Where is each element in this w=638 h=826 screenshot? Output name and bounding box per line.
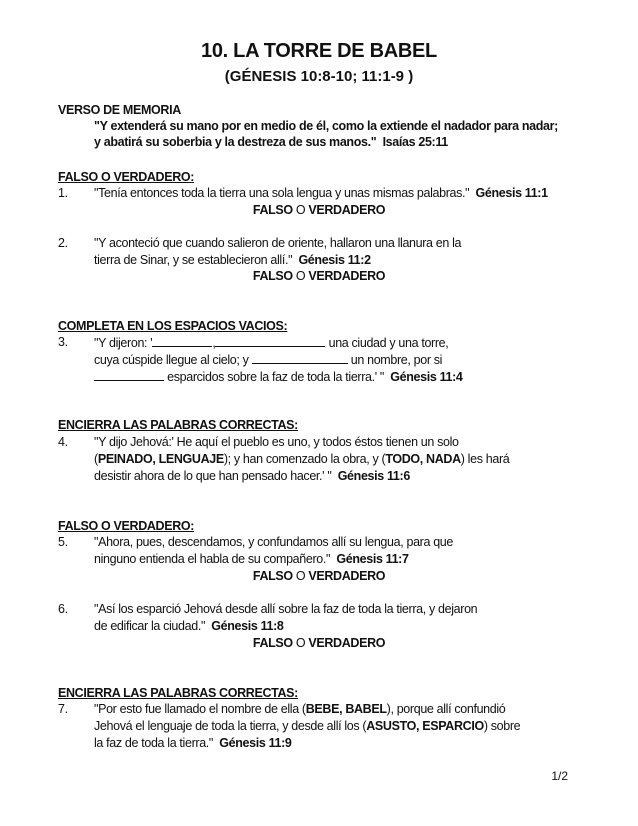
section-heading-true-false-1: FALSO O VERDADERO: bbox=[58, 170, 195, 184]
question-4-line-1: "Y dijo Jehová:' He aquí el pueblo es uno, y todos éstos tienen un solo bbox=[94, 435, 459, 449]
question-5-answer-options: FALSO O VERDADERO bbox=[252, 569, 386, 583]
question-number-1: 1. bbox=[58, 186, 68, 200]
word-choice-todo-nada[interactable]: TODO, NADA bbox=[385, 452, 461, 466]
memory-line-2: y abatirá su soberbia y la destreza de sus manos." Isaías 25:11 bbox=[94, 135, 448, 149]
question-number-7: 7. bbox=[58, 702, 68, 716]
question-5-ref: Génesis 11:7 bbox=[336, 552, 409, 566]
question-2-answer-options: FALSO O VERDADERO bbox=[252, 269, 386, 283]
question-7-ref: Génesis 11:9 bbox=[219, 736, 292, 750]
question-6-line-1: "Así los esparció Jehová desde allí sobre la faz de toda la tierra, y dejaron bbox=[94, 602, 478, 616]
verdadero-option[interactable]: VERDADERO bbox=[308, 269, 386, 283]
section-heading-true-false-2: FALSO O VERDADERO: bbox=[58, 519, 195, 533]
question-number-5: 5. bbox=[58, 535, 68, 549]
word-choice-asusto-esparcio[interactable]: ASUSTO, ESPARCIO bbox=[366, 719, 484, 733]
verdadero-option[interactable]: VERDADERO bbox=[308, 203, 386, 217]
memory-ref: Isaías 25:11 bbox=[382, 135, 448, 149]
section-heading-fill-blanks: COMPLETA EN LOS ESPACIOS VACIOS: bbox=[58, 319, 288, 333]
question-number-2: 2. bbox=[58, 236, 68, 250]
blank-3[interactable] bbox=[252, 352, 348, 364]
question-3-ref: Génesis 11:4 bbox=[390, 370, 463, 384]
question-2-line-1: "Y aconteció que cuando salieron de oriente, hallaron una llanura en la bbox=[94, 236, 462, 250]
question-4-line-3: desistir ahora de lo que han pensado hacer.' " Génesis 11:6 bbox=[94, 469, 410, 483]
question-3-line-3: esparcidos sobre la faz de toda la tierra.' " Génesis 11:4 bbox=[94, 369, 463, 384]
falso-option[interactable]: FALSO bbox=[252, 569, 293, 583]
blank-1[interactable] bbox=[152, 335, 212, 347]
question-7-line-2: Jehová el lenguaje de toda la tierra, y desde allí los (ASUSTO, ESPARCIO) sobre bbox=[94, 719, 521, 733]
falso-option[interactable]: FALSO bbox=[252, 636, 293, 650]
memory-heading: VERSO DE MEMORIA bbox=[58, 103, 181, 117]
question-5-line-1: "Ahora, pues, descendamos, y confundamos allí su lengua, para que bbox=[94, 535, 454, 549]
question-6-ref: Génesis 11:8 bbox=[211, 619, 284, 633]
word-choice-peinado-lenguaje[interactable]: PEINADO, LENGUAJE bbox=[97, 452, 224, 466]
question-number-4: 4. bbox=[58, 435, 68, 449]
question-6-answer-options: FALSO O VERDADERO bbox=[252, 636, 386, 650]
verdadero-option[interactable]: VERDADERO bbox=[308, 569, 386, 583]
question-4-line-2: (PEINADO, LENGUAJE); y han comenzado la obra, y (TODO, NADA) les hará bbox=[94, 452, 510, 466]
blank-4[interactable] bbox=[94, 369, 164, 381]
question-7-line-1: "Por esto fue llamado el nombre de ella (BEBE, BABEL), porque allí confundió bbox=[94, 702, 506, 716]
word-choice-bebe-babel[interactable]: BEBE, BABEL bbox=[305, 702, 387, 716]
verdadero-option[interactable]: VERDADERO bbox=[308, 636, 386, 650]
question-number-6: 6. bbox=[58, 602, 68, 616]
question-2-line-2: tierra de Sinar, y se establecieron allí." Génesis 11:2 bbox=[94, 253, 371, 267]
page-subtitle: (GÉNESIS 10:8-10; 11:1-9 ) bbox=[224, 68, 414, 85]
question-5-line-2: ninguno entienda el habla de su compañero." Génesis 11:7 bbox=[94, 552, 409, 566]
question-3-line-1: "Y dijeron: ' , una ciudad y una torre, bbox=[94, 336, 449, 350]
question-1-ref: Génesis 11:1 bbox=[475, 186, 548, 200]
falso-option[interactable]: FALSO bbox=[252, 203, 293, 217]
section-heading-circle-words-1: ENCIERRA LAS PALABRAS CORRECTAS: bbox=[58, 418, 298, 432]
question-2-ref: Génesis 11:2 bbox=[298, 253, 371, 267]
question-3-line-2: cuya cúspide llegue al cielo; y un nombre, por si bbox=[94, 353, 443, 367]
page-title: 10. LA TORRE DE BABEL bbox=[201, 40, 437, 62]
question-1-text: "Tenía entonces toda la tierra una sola lengua y unas mismas palabras." Génesis 11:1 bbox=[94, 186, 548, 200]
blank-2[interactable] bbox=[215, 335, 325, 347]
falso-option[interactable]: FALSO bbox=[252, 269, 293, 283]
question-7-line-3: la faz de toda la tierra." Génesis 11:9 bbox=[94, 736, 292, 750]
question-1-answer-options: FALSO O VERDADERO bbox=[252, 203, 386, 217]
question-number-3: 3. bbox=[58, 335, 68, 349]
section-heading-circle-words-2: ENCIERRA LAS PALABRAS CORRECTAS: bbox=[58, 686, 298, 700]
page-number: 1/2 bbox=[551, 769, 568, 783]
memory-line-1: "Y extenderá su mano por en medio de él, como la extiende el nadador para nadar; bbox=[94, 119, 558, 133]
question-4-ref: Génesis 11:6 bbox=[337, 469, 410, 483]
question-6-line-2: de edificar la ciudad." Génesis 11:8 bbox=[94, 619, 284, 633]
